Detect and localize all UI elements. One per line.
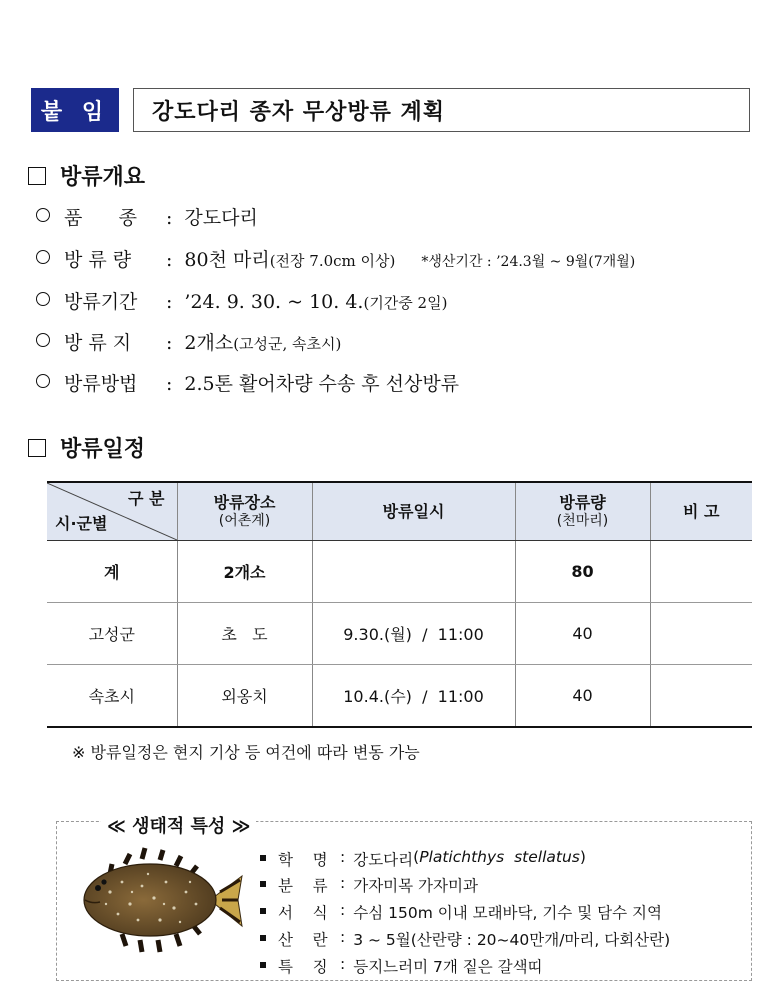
section-schedule-heading	[28, 432, 145, 463]
circle-bullet-icon	[36, 208, 50, 222]
ecology-label: 서 식	[278, 904, 328, 922]
overview-sep: :	[166, 291, 173, 313]
ecology-value: 강도다리	[353, 851, 414, 869]
ecology-title: ≪ 생태적 특성 ≫	[101, 812, 256, 838]
ecology-value-scientific: Platichthys stellatus	[419, 848, 580, 866]
ecology-label: 학 명	[278, 851, 328, 869]
square-bullet-icon	[260, 908, 266, 914]
header-amount-sub: (천마리)	[556, 512, 609, 529]
overview-label: 방류방법	[64, 373, 138, 395]
circle-bullet-icon	[36, 292, 50, 306]
ecology-label: 산 란	[278, 931, 328, 949]
ecology-item-habitat	[260, 901, 662, 923]
cell-region: 속초시	[47, 665, 177, 727]
header-datetime-label: 방류일시	[382, 501, 445, 521]
circle-bullet-icon	[36, 374, 50, 388]
cell-datetime: 10.4.(수) / 11:00	[312, 665, 515, 727]
ecology-sep: :	[340, 955, 346, 973]
ecology-value: 수심 150m 이내 모래바닥, 기수 및 담수 지역	[353, 904, 662, 922]
overview-sep: :	[166, 332, 173, 354]
overview-item-species	[36, 203, 258, 230]
overview-note: *생산기간 : ’24.3월 ~ 9월(7개월)	[421, 254, 636, 270]
overview-item-location	[36, 328, 341, 355]
cell-remark	[650, 603, 752, 665]
overview-item-period	[36, 287, 447, 314]
header-amount	[515, 482, 650, 541]
overview-label: 품 종	[64, 207, 137, 229]
checkbox-square-icon	[28, 439, 46, 457]
square-bullet-icon	[260, 962, 266, 968]
ecology-value: 가자미목 가자미과	[353, 877, 478, 895]
header-cell-diagonal	[47, 482, 177, 541]
header-place	[177, 482, 312, 541]
section-title: 방류개요	[60, 165, 146, 190]
overview-value: 2.5톤 활어차량 수송 후 선상방류	[184, 373, 460, 395]
table-row	[47, 665, 752, 727]
ecology-item-classification	[260, 874, 478, 896]
overview-label: 방 류 지	[64, 332, 132, 354]
ecology-sep: :	[340, 874, 346, 892]
square-bullet-icon	[260, 881, 266, 887]
cell-remark	[650, 665, 752, 727]
overview-value: ’24. 9. 30. ~ 10. 4.	[184, 291, 364, 313]
cell-amount: 40	[515, 665, 650, 727]
cell-datetime: 9.30.(월) / 11:00	[312, 603, 515, 665]
cell-region: 계	[47, 541, 177, 603]
overview-value: 80천 마리	[184, 249, 270, 271]
section-overview-heading	[28, 160, 145, 191]
ecology-label: 분 류	[278, 877, 328, 895]
attachment-tag: 붙 임	[31, 88, 119, 132]
cell-amount: 40	[515, 603, 650, 665]
cell-datetime	[312, 541, 515, 603]
header-place-label: 방류장소	[213, 492, 276, 512]
square-bullet-icon	[260, 935, 266, 941]
cell-place: 2개소	[177, 541, 312, 603]
ecology-item-spawning	[260, 928, 670, 950]
cell-remark	[650, 541, 752, 603]
table-header-row	[47, 482, 752, 541]
overview-value-small: (전장 7.0cm 이상)	[269, 252, 396, 270]
schedule-table	[47, 481, 752, 728]
table-row	[47, 603, 752, 665]
overview-item-method	[36, 369, 459, 396]
header-remark	[650, 482, 752, 541]
square-bullet-icon	[260, 855, 266, 861]
overview-label: 방 류 량	[64, 249, 132, 271]
overview-label: 방류기간	[64, 291, 138, 313]
circle-bullet-icon	[36, 333, 50, 347]
overview-sep: :	[166, 373, 173, 395]
ecology-sep: :	[340, 928, 346, 946]
circle-bullet-icon	[36, 250, 50, 264]
overview-sep: :	[166, 207, 173, 229]
ecology-label: 특 징	[278, 958, 328, 976]
overview-value-small: (기간중 2일)	[363, 294, 448, 312]
starry-flounder-image	[70, 842, 248, 960]
document-title: 강도다리 종자 무상방류 계획	[133, 88, 750, 132]
cell-place: 초 도	[177, 603, 312, 665]
header-datetime	[312, 482, 515, 541]
checkbox-square-icon	[28, 167, 46, 185]
cell-region: 고성군	[47, 603, 177, 665]
header-region: 시·군별	[55, 514, 108, 533]
header-place-sub: (어촌계)	[218, 512, 271, 529]
ecology-sep: :	[340, 848, 346, 866]
schedule-footnote: ※ 방류일정은 현지 기상 등 여건에 따라 변동 가능	[72, 743, 420, 762]
header-remark-label: 비 고	[683, 501, 720, 521]
section-title: 방류일정	[60, 437, 146, 462]
cell-place: 외옹치	[177, 665, 312, 727]
ecology-sep: :	[340, 901, 346, 919]
header-amount-label: 방류량	[559, 492, 606, 512]
header-gubun: 구 분	[128, 489, 165, 508]
ecology-item-features	[260, 955, 543, 977]
table-row-total	[47, 541, 752, 603]
overview-value: 강도다리	[184, 207, 258, 229]
ecology-item-scientific-name: 학 명 : 강도다리 ( Platichthys stellatus )	[260, 848, 586, 870]
cell-amount: 80	[515, 541, 650, 603]
overview-sep: :	[166, 249, 173, 271]
ecology-value: 3 ~ 5월(산란량 : 20~40만개/마리, 다회산란)	[353, 931, 671, 949]
overview-item-amount	[36, 245, 635, 272]
overview-value: 2개소	[184, 332, 234, 354]
overview-value-small: (고성군, 속초시)	[233, 335, 342, 353]
ecology-value: 등지느러미 7개 짙은 갈색띠	[353, 958, 543, 976]
